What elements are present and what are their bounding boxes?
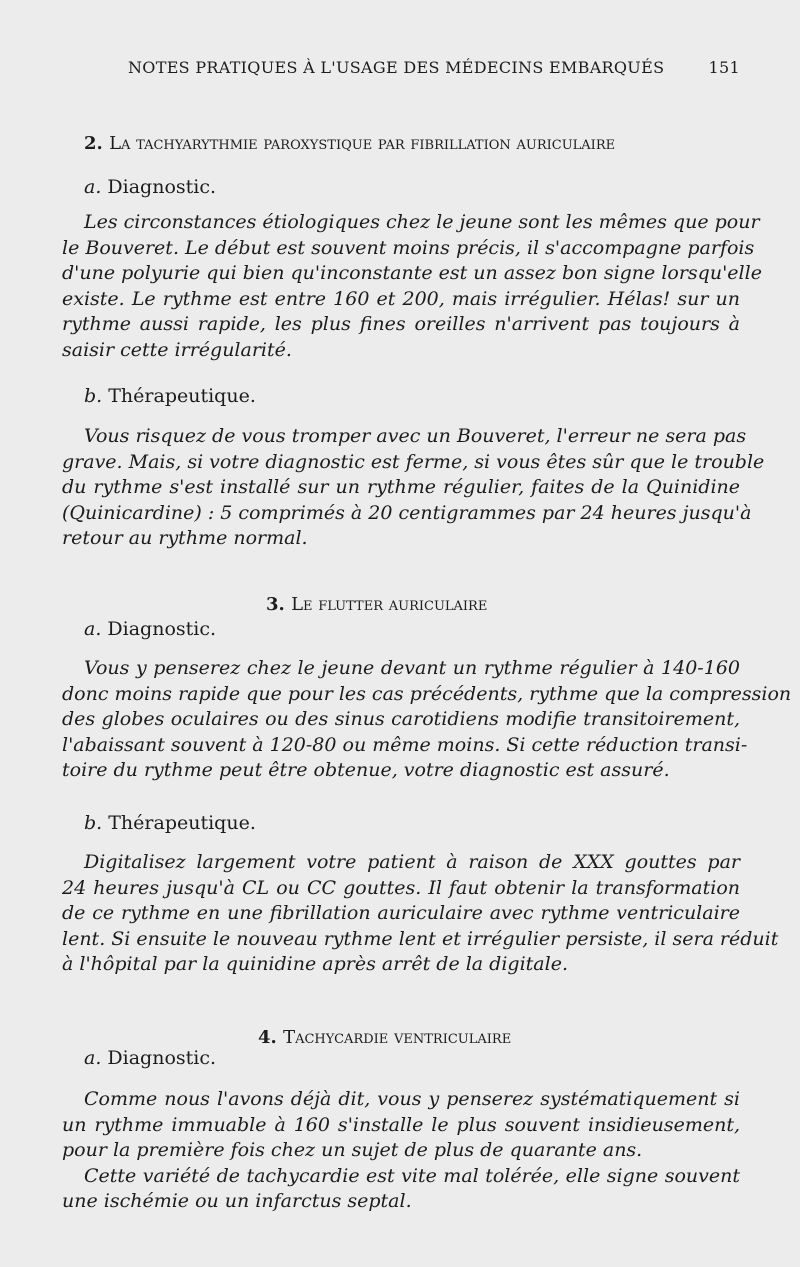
subhead-diagnostic	[84, 1047, 216, 1069]
paragraph	[62, 424, 765, 552]
paragraph	[62, 850, 779, 978]
text-line: des globes oculaires ou des sinus carotidiens modifie transitoirement,	[62, 708, 740, 730]
subhead-letter: a.	[84, 618, 102, 640]
running-title: NOTES PRATIQUES À L'USAGE DES MÉDECINS EMBARQUÉS	[128, 58, 665, 77]
subhead-text: Thérapeutique.	[108, 385, 256, 407]
text-line: retour au rythme normal.	[62, 527, 308, 549]
section-number: 3.	[266, 594, 285, 615]
subhead-letter: b.	[84, 812, 103, 834]
text-line: du rythme s'est installé sur un rythme régulier, faites de la Quinidine	[62, 476, 740, 498]
text-line: Cette variété de tachycardie est vite mal tolérée, elle signe souvent	[84, 1164, 740, 1187]
section-number: 4.	[258, 1027, 277, 1048]
subhead-letter: b.	[84, 385, 103, 407]
text-line: de ce rythme en une fibrillation auriculaire avec rythme ventriculaire	[62, 902, 740, 924]
paragraph	[62, 210, 762, 363]
text-line: toire du rythme peut être obtenue, votre diagnostic est assuré.	[62, 759, 670, 781]
text-line: Les circonstances étiologiques chez le jeune sont les mêmes que pour	[84, 211, 760, 233]
text-line: à l'hôpital par la quinidine après arrêt de la digitale.	[62, 953, 568, 975]
subhead-letter: a.	[84, 1047, 102, 1069]
text-line: Digitalisez largement votre patient à raison de XXX gouttes par	[84, 851, 740, 873]
section-name: Tachycardie ventriculaire	[283, 1027, 512, 1048]
subhead-therapeutique	[84, 385, 256, 407]
section-name: Le flutter auriculaire	[291, 594, 488, 615]
subhead-text: Diagnostic.	[107, 618, 217, 640]
subhead-letter: a.	[84, 176, 102, 198]
section-title-3	[266, 594, 487, 615]
paragraph	[62, 656, 792, 784]
text-line: Comme nous l'avons déjà dit, vous y penserez systématiquement si	[84, 1088, 740, 1110]
text-line: donc moins rapide que pour les cas précédents, rythme que la compression	[62, 682, 792, 705]
text-line: rythme aussi rapide, les plus fines oreilles n'arrivent pas toujours à	[62, 313, 740, 335]
section-number: 2.	[84, 133, 103, 154]
text-line: d'une polyurie qui bien qu'inconstante est un assez bon signe lorsqu'elle	[62, 262, 762, 284]
text-line: l'abaissant souvent à 120-80 ou même moins. Si cette réduction transi-	[62, 733, 748, 756]
paragraph	[62, 1087, 740, 1215]
text-line: Vous y penserez chez le jeune devant un rythme régulier à 140-160	[84, 657, 740, 679]
section-name: La tachyarythmie paroxystique par fibrillation auriculaire	[109, 133, 616, 154]
section-title-2	[84, 133, 615, 154]
text-line: une ischémie ou un infarctus septal.	[62, 1190, 412, 1212]
text-line: le Bouveret. Le début est souvent moins précis, il s'accompagne parfois	[62, 236, 755, 259]
text-line: pour la première fois chez un sujet de plus de quarante ans.	[62, 1139, 643, 1161]
text-line: Vous risquez de vous tromper avec un Bouveret, l'erreur ne sera pas	[84, 425, 747, 447]
subhead-diagnostic	[84, 618, 216, 640]
text-line: (Quinicardine) : 5 comprimés à 20 centigrammes par 24 heures jusqu'à	[62, 501, 752, 524]
subhead-diagnostic	[84, 176, 216, 198]
text-line: saisir cette irrégularité.	[62, 338, 292, 361]
text-line: existe. Le rythme est entre 160 et 200, mais irrégulier. Hélas! sur un	[62, 287, 740, 310]
running-head	[128, 58, 740, 77]
subhead-text: Thérapeutique.	[108, 812, 256, 834]
subhead-text: Diagnostic.	[107, 1047, 217, 1069]
section-title-4	[258, 1027, 511, 1048]
text-line: grave. Mais, si votre diagnostic est ferme, si vous êtes sûr que le trouble	[62, 450, 765, 473]
text-line: 24 heures jusqu'à CL ou CC gouttes. Il faut obtenir la transformation	[62, 876, 740, 899]
text-line: lent. Si ensuite le nouveau rythme lent et irrégulier persiste, il sera réduit	[62, 927, 779, 950]
subhead-therapeutique	[84, 812, 256, 834]
text-line: un rythme immuable à 160 s'installe le plus souvent insidieusement,	[62, 1113, 740, 1136]
page-number: 151	[708, 58, 740, 77]
subhead-text: Diagnostic.	[107, 176, 217, 198]
